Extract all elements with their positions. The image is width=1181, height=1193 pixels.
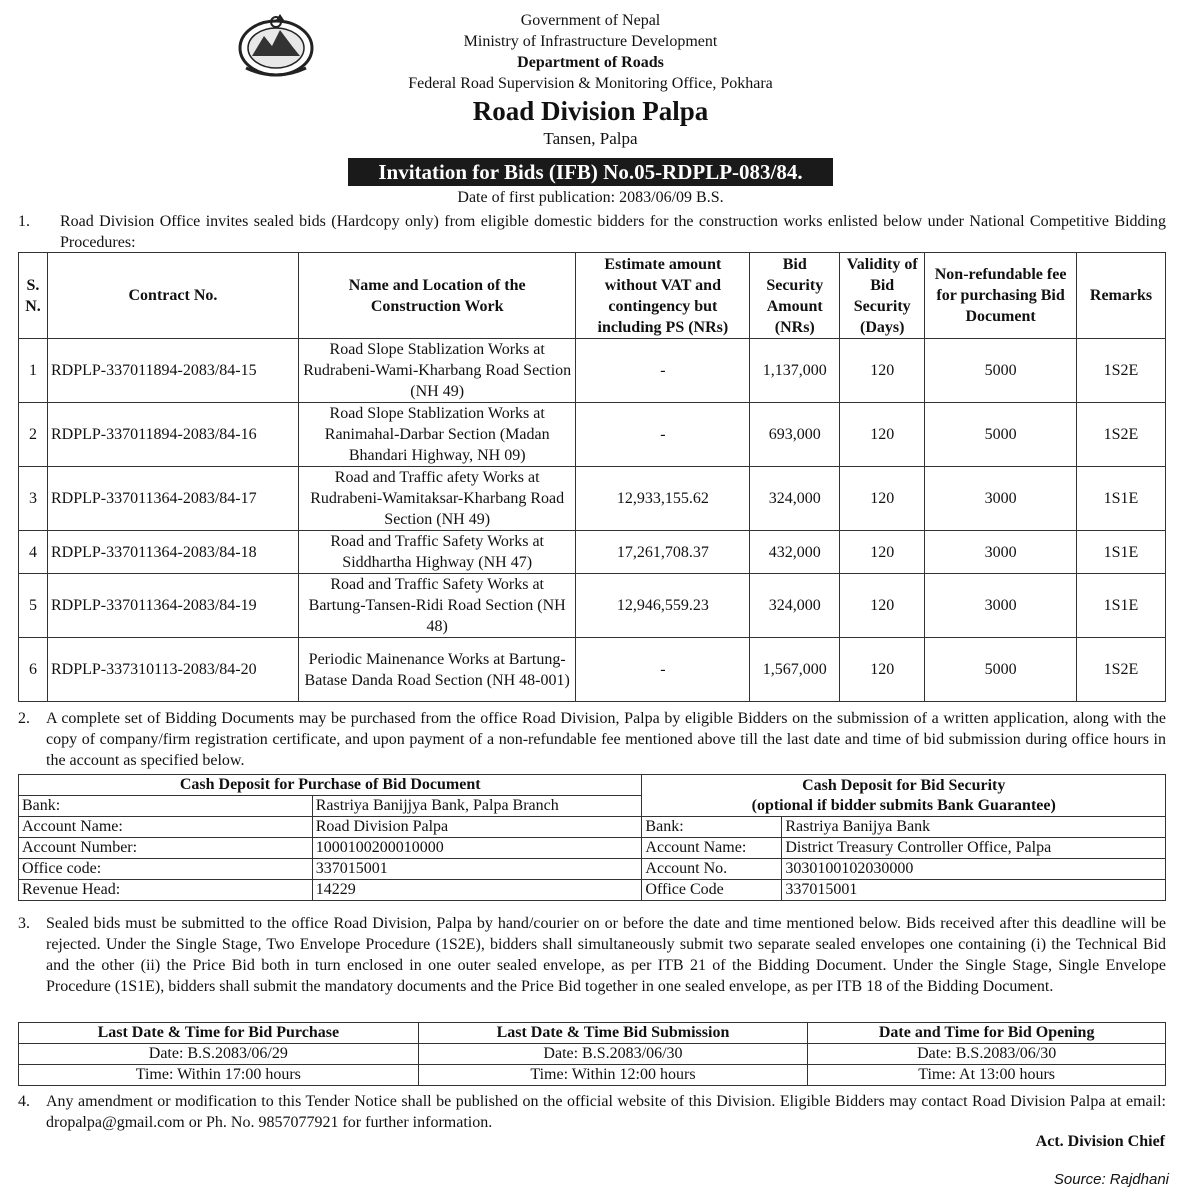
col-validity: Validity of Bid Security (Days) bbox=[840, 253, 925, 339]
deposit-label: Account No. bbox=[642, 859, 782, 880]
cell-security: 324,000 bbox=[750, 467, 840, 531]
purchase-time: Time: Within 17:00 hours bbox=[19, 1065, 419, 1086]
table-header-row bbox=[19, 253, 1166, 339]
paragraph-text: Road Division Office invites sealed bids (Hardcopy only) from eligible domestic bidders for the construction works enlisted below under National Competitive Bidding Procedures: bbox=[60, 213, 1166, 251]
cell-fee: 5000 bbox=[925, 403, 1077, 467]
cell-remarks: 1S1E bbox=[1077, 531, 1166, 574]
cell-contract: RDPLP-337011894-2083/84-15 bbox=[47, 339, 298, 403]
deposit-value: 3030100102030000 bbox=[782, 859, 1166, 880]
cell-security: 1,567,000 bbox=[750, 638, 840, 702]
cell-fee: 3000 bbox=[925, 574, 1077, 638]
col-fee: Non-refundable fee for purchasing Bid Document bbox=[925, 253, 1077, 339]
bids-table bbox=[18, 252, 1166, 702]
cell-contract: RDPLP-337011364-2083/84-18 bbox=[47, 531, 298, 574]
cell-contract: RDPLP-337011894-2083/84-16 bbox=[47, 403, 298, 467]
paragraph-1 bbox=[18, 211, 1166, 253]
cell-fee: 5000 bbox=[925, 339, 1077, 403]
cell-sn: 5 bbox=[19, 574, 48, 638]
cell-security: 324,000 bbox=[750, 574, 840, 638]
deposit-value: 337015001 bbox=[312, 859, 642, 880]
col-contract: Contract No. bbox=[47, 253, 298, 339]
cell-work: Road Slope Stablization Works at Rudrabeni-Wami-Kharbang Road Section (NH 49) bbox=[298, 339, 576, 403]
ifb-title: Invitation for Bids (IFB) No.05-RDPLP-083/84. bbox=[348, 158, 832, 186]
cell-estimate: - bbox=[576, 339, 750, 403]
cell-estimate: 12,946,559.23 bbox=[576, 574, 750, 638]
submission-date: Date: B.S.2083/06/30 bbox=[418, 1044, 808, 1065]
cell-validity: 120 bbox=[840, 403, 925, 467]
cell-estimate: 17,261,708.37 bbox=[576, 531, 750, 574]
ministry-line: Ministry of Infrastructure Development bbox=[463, 33, 718, 50]
paragraph-2 bbox=[18, 708, 1166, 771]
paragraph-number: 4. bbox=[18, 1093, 30, 1110]
cell-work: Periodic Mainenance Works at Bartung-Batase Danda Road Section (NH 48-001) bbox=[298, 638, 576, 702]
paragraph-text: Sealed bids must be submitted to the office Road Division, Palpa by hand/courier on or before the date and time mentioned below. Bids received after this deadline will be rejected. Under the Single Stage, Two Envelope Procedure (1S2E), bidders shall simultaneously submit two separate sealed envelopes one containing (i) the Technical Bid and the other (ii) the Price Bid both in turn enclosed in one outer sealed envelope, as per ITB 21 of the Bidding Document. Under the Single Stage, Single Envelope Procedure (1S1E), bidders shall submit the mandatory documents and the Price Bid together in one sealed envelope, as per ITB 18 of the Bidding Document. bbox=[46, 915, 1166, 995]
cell-remarks: 1S2E bbox=[1077, 339, 1166, 403]
security-deposit-title-line1: Cash Deposit for Bid Security bbox=[802, 776, 1006, 794]
security-deposit-title-line2: (optional if bidder submits Bank Guarantee) bbox=[751, 796, 1056, 814]
deposit-label: Account Number: bbox=[19, 838, 313, 859]
submission-deadline-header: Last Date & Time Bid Submission bbox=[418, 1023, 808, 1044]
cell-security: 432,000 bbox=[750, 531, 840, 574]
purchase-deadline-header: Last Date & Time for Bid Purchase bbox=[19, 1023, 419, 1044]
cell-validity: 120 bbox=[840, 339, 925, 403]
cell-security: 1,137,000 bbox=[750, 339, 840, 403]
cell-estimate: 12,933,155.62 bbox=[576, 467, 750, 531]
deposit-value: Rastriya Banijjya Bank, Palpa Branch bbox=[312, 796, 642, 817]
deposit-label: Bank: bbox=[19, 796, 313, 817]
col-sn: S. N. bbox=[19, 253, 48, 339]
deposit-label: Revenue Head: bbox=[19, 880, 313, 901]
cell-fee: 3000 bbox=[925, 467, 1077, 531]
dates-table bbox=[18, 1022, 1166, 1086]
deposit-value: 1000100200010000 bbox=[312, 838, 642, 859]
cell-contract: RDPLP-337011364-2083/84-17 bbox=[47, 467, 298, 531]
ifb-banner bbox=[0, 158, 1181, 186]
government-line: Government of Nepal bbox=[520, 12, 661, 29]
office-line: Federal Road Supervision & Monitoring Office, Pokhara bbox=[408, 75, 773, 92]
security-deposit-title bbox=[642, 775, 1166, 817]
table-row bbox=[19, 403, 1166, 467]
paragraph-4 bbox=[18, 1091, 1166, 1133]
deposit-table bbox=[18, 774, 1166, 901]
cell-validity: 120 bbox=[840, 467, 925, 531]
col-remarks: Remarks bbox=[1077, 253, 1166, 339]
paragraph-number: 2. bbox=[18, 710, 30, 727]
deposit-label: Office Code bbox=[642, 880, 782, 901]
purchase-date: Date: B.S.2083/06/29 bbox=[19, 1044, 419, 1065]
cell-sn: 6 bbox=[19, 638, 48, 702]
paragraph-text: Any amendment or modification to this Tender Notice shall be published on the official website of this Division. Eligible Bidders may contact Road Division Palpa at email: dropalpa@gmail.com or Ph. No. 9857077921 for further information. bbox=[46, 1093, 1166, 1131]
division-title: Road Division Palpa bbox=[472, 96, 709, 126]
dates-date-row bbox=[19, 1044, 1166, 1065]
opening-time: Time: At 13:00 hours bbox=[808, 1065, 1166, 1086]
cell-work: Road Slope Stablization Works at Ranimahal-Darbar Section (Madan Bhandari Highway, NH 09) bbox=[298, 403, 576, 467]
publication-date: Date of first publication: 2083/06/09 B.S. bbox=[457, 189, 724, 206]
deposit-value: 14229 bbox=[312, 880, 642, 901]
cell-remarks: 1S2E bbox=[1077, 638, 1166, 702]
cell-validity: 120 bbox=[840, 574, 925, 638]
table-row bbox=[19, 339, 1166, 403]
cell-validity: 120 bbox=[840, 638, 925, 702]
signature: Act. Division Chief bbox=[1035, 1133, 1165, 1150]
cell-security: 693,000 bbox=[750, 403, 840, 467]
table-row bbox=[19, 531, 1166, 574]
cell-fee: 5000 bbox=[925, 638, 1077, 702]
location-line: Tansen, Palpa bbox=[543, 129, 638, 148]
table-row bbox=[19, 574, 1166, 638]
cell-contract: RDPLP-337011364-2083/84-19 bbox=[47, 574, 298, 638]
opening-date: Date: B.S.2083/06/30 bbox=[808, 1044, 1166, 1065]
deposit-value: 337015001 bbox=[782, 880, 1166, 901]
cell-validity: 120 bbox=[840, 531, 925, 574]
cell-remarks: 1S1E bbox=[1077, 574, 1166, 638]
paragraph-3 bbox=[18, 913, 1166, 997]
cell-work: Road and Traffic Safety Works at Bartung-Tansen-Ridi Road Section (NH 48) bbox=[298, 574, 576, 638]
table-row bbox=[19, 638, 1166, 702]
paragraph-number: 1. bbox=[18, 213, 30, 230]
paragraph-number: 3. bbox=[18, 915, 30, 932]
cell-fee: 3000 bbox=[925, 531, 1077, 574]
dates-time-row bbox=[19, 1065, 1166, 1086]
purchase-deposit-title: Cash Deposit for Purchase of Bid Document bbox=[19, 775, 642, 796]
deposit-value: Road Division Palpa bbox=[312, 817, 642, 838]
col-security: Bid Security Amount (NRs) bbox=[750, 253, 840, 339]
deposit-value: Rastriya Banijya Bank bbox=[782, 817, 1166, 838]
cell-estimate: - bbox=[576, 638, 750, 702]
col-work: Name and Location of the Construction Work bbox=[298, 253, 576, 339]
cell-work: Road and Traffic Safety Works at Siddhartha Highway (NH 47) bbox=[298, 531, 576, 574]
table-row bbox=[19, 467, 1166, 531]
department-line: Department of Roads bbox=[517, 54, 664, 71]
paragraph-text: A complete set of Bidding Documents may be purchased from the office Road Division, Palpa by eligible Bidders on the submission of a written application, along with the copy of company/firm registration certificate, and upon payment of a non-refundable fee mentioned above till the last date and time of bid submission during office hours in the account as specified below. bbox=[46, 710, 1166, 769]
cell-estimate: - bbox=[576, 403, 750, 467]
notice-header bbox=[0, 10, 1181, 149]
deposit-label: Bank: bbox=[642, 817, 782, 838]
cell-sn: 1 bbox=[19, 339, 48, 403]
submission-time: Time: Within 12:00 hours bbox=[418, 1065, 808, 1086]
opening-date-header: Date and Time for Bid Opening bbox=[808, 1023, 1166, 1044]
cell-work: Road and Traffic afety Works at Rudrabeni-Wamitaksar-Kharbang Road Section (NH 49) bbox=[298, 467, 576, 531]
deposit-value: District Treasury Controller Office, Palpa bbox=[782, 838, 1166, 859]
deposit-label: Office code: bbox=[19, 859, 313, 880]
deposit-label: Account Name: bbox=[642, 838, 782, 859]
cell-sn: 4 bbox=[19, 531, 48, 574]
cell-remarks: 1S2E bbox=[1077, 403, 1166, 467]
cell-sn: 3 bbox=[19, 467, 48, 531]
source-credit: Source: Rajdhani bbox=[1053, 1171, 1169, 1188]
col-estimate: Estimate amount without VAT and contingency but including PS (NRs) bbox=[576, 253, 750, 339]
dates-header-row bbox=[19, 1023, 1166, 1044]
cell-remarks: 1S1E bbox=[1077, 467, 1166, 531]
deposit-label: Account Name: bbox=[19, 817, 313, 838]
cell-contract: RDPLP-337310113-2083/84-20 bbox=[47, 638, 298, 702]
cell-sn: 2 bbox=[19, 403, 48, 467]
